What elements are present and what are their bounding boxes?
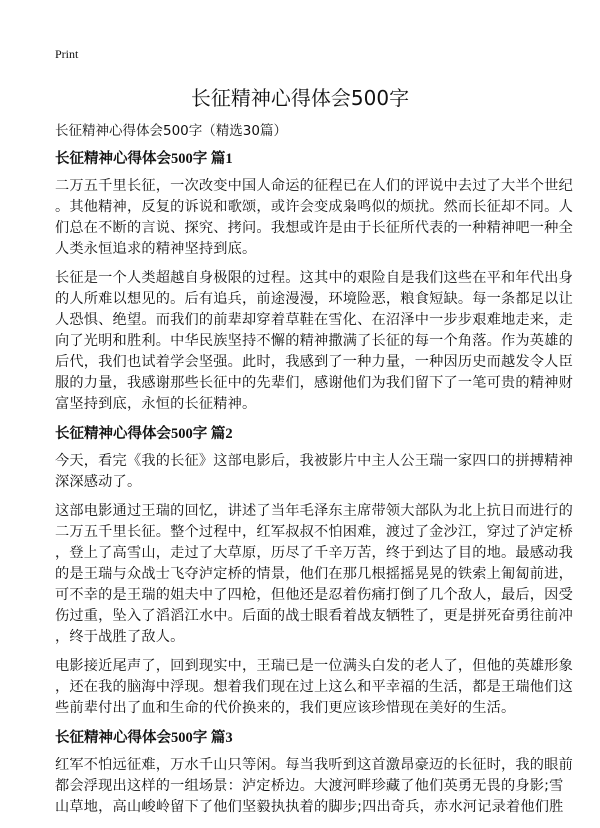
- paragraph: [55, 268, 573, 415]
- paragraph-line: 山草地，高山峻岭留下了他们坚毅执执着的脚步;四出奇兵，赤水河记录着他们胜: [55, 799, 564, 815]
- paragraph: [55, 451, 573, 493]
- paragraph-line: 今天，看完《我的长征》这部电影后，我被影片中主人公王瑞一家四口的拼搏精神: [55, 453, 573, 469]
- paragraph: [55, 755, 573, 818]
- paragraph-line: ，登上了高雪山，走过了大草原，历尽了千辛万苦，终于到达了目的地。最感动我: [55, 545, 573, 561]
- paragraph-line: 都会浮现出这样的一组场景：泸定桥边。大渡河畔珍藏了他们英勇无畏的身影;雪: [55, 778, 564, 794]
- paragraph-line: 人恐惧、绝望。而我们的前辈却穿着草鞋在雪化、在沼泽中一步步艰难地走来，走: [55, 312, 573, 328]
- paragraph-line: 。其他精神，反复的诉说和歌颂，或许会变成枭鸣似的烦扰。然而长征却不同。人: [55, 199, 573, 215]
- paragraph-line: 富坚持到底，永恒的长征精神。: [55, 396, 257, 412]
- paragraph-line: 服的力量，我感谢那些长征中的先辈们，感谢他们为我们留下了一笔可贵的精神财: [55, 375, 573, 391]
- paragraph-line: 的人所难以想见的。后有追兵，前途漫漫，环境险恶，粮食短缺。每一条都足以让: [55, 291, 573, 307]
- paragraph-line: 长征是一个人类超越自身极限的过程。这其中的艰险自是我们这些在平和年代出身: [55, 270, 573, 286]
- paragraph-line: 伤过重，坠入了滔滔江水中。后面的战士眼看着战友牺牲了，更是拼死奋勇往前冲: [55, 608, 573, 624]
- paragraph-line: ，终于战胜了敌人。: [55, 629, 185, 645]
- paragraph-line: 可不幸的是王瑞的姐夫中了四枪，但他还是忍着伤痛打倒了几个敌人，最后，因受: [55, 587, 573, 603]
- paragraph-line: 们总在不断的言说、探究、拷问。我想或许是由于长征所代表的一种精神吧一种全: [55, 220, 573, 236]
- document-body: [55, 120, 573, 826]
- page-title: 长征精神心得体会500字: [190, 86, 410, 110]
- paragraph-line: 二万五千里长征，一次改变中国人命运的征程已在人们的评说中去过了大半个世纪: [55, 178, 573, 194]
- print-link[interactable]: Print: [55, 47, 79, 61]
- paragraph-line: 人类永恒追求的精神坚持到底。: [55, 241, 257, 257]
- section-heading: 长征精神心得体会500字 篇2: [55, 426, 233, 442]
- paragraph-line: 深深感动了。: [55, 474, 142, 490]
- paragraph: [55, 656, 573, 719]
- section-heading: 长征精神心得体会500字 篇3: [55, 730, 233, 746]
- paragraph-line: 二万五千里长征。整个过程中，红军叔叔不怕困难，渡过了金沙江，穿过了泸定桥: [55, 524, 573, 540]
- paragraph-line: 这部电影通过王瑞的回忆，讲述了当年毛泽东主席带领大部队为北上抗日而进行的: [55, 503, 573, 519]
- paragraph-line: 向了光明和胜利。中华民族坚持不懈的精神撒满了长征的每一个角落。作为英雄的: [55, 333, 573, 349]
- paragraph-line: ，还在我的脑海中浮现。想着我们现在过上这么和平幸福的生活，都是王瑞他们这: [55, 679, 573, 695]
- subtitle: 长征精神心得体会500字（精选30篇）: [55, 123, 287, 139]
- paragraph-line: 的是王瑞与众战士飞夺泸定桥的情景，他们在那几根摇摇晃晃的铁索上匍匐前进，: [55, 566, 573, 582]
- paragraph: [55, 501, 573, 648]
- paragraph-line: 电影接近尾声了，回到现实中，王瑞已是一位满头白发的老人了，但他的英雄形象: [55, 658, 573, 674]
- paragraph-line: 后代，我们也试着学会坚强。此时，我感到了一种力量，一种因历史而越发令人臣: [55, 354, 573, 370]
- paragraph-line: 些前辈付出了血和生命的代价换来的，我们更应该珍惜现在美好的生活。: [55, 700, 516, 716]
- paragraph: [55, 176, 573, 260]
- paragraph-line: 红军不怕远征难，万水千山只等闲。每当我听到这首激昂豪迈的长征时，我的眼前: [55, 757, 573, 773]
- section-heading: 长征精神心得体会500字 篇1: [55, 151, 233, 167]
